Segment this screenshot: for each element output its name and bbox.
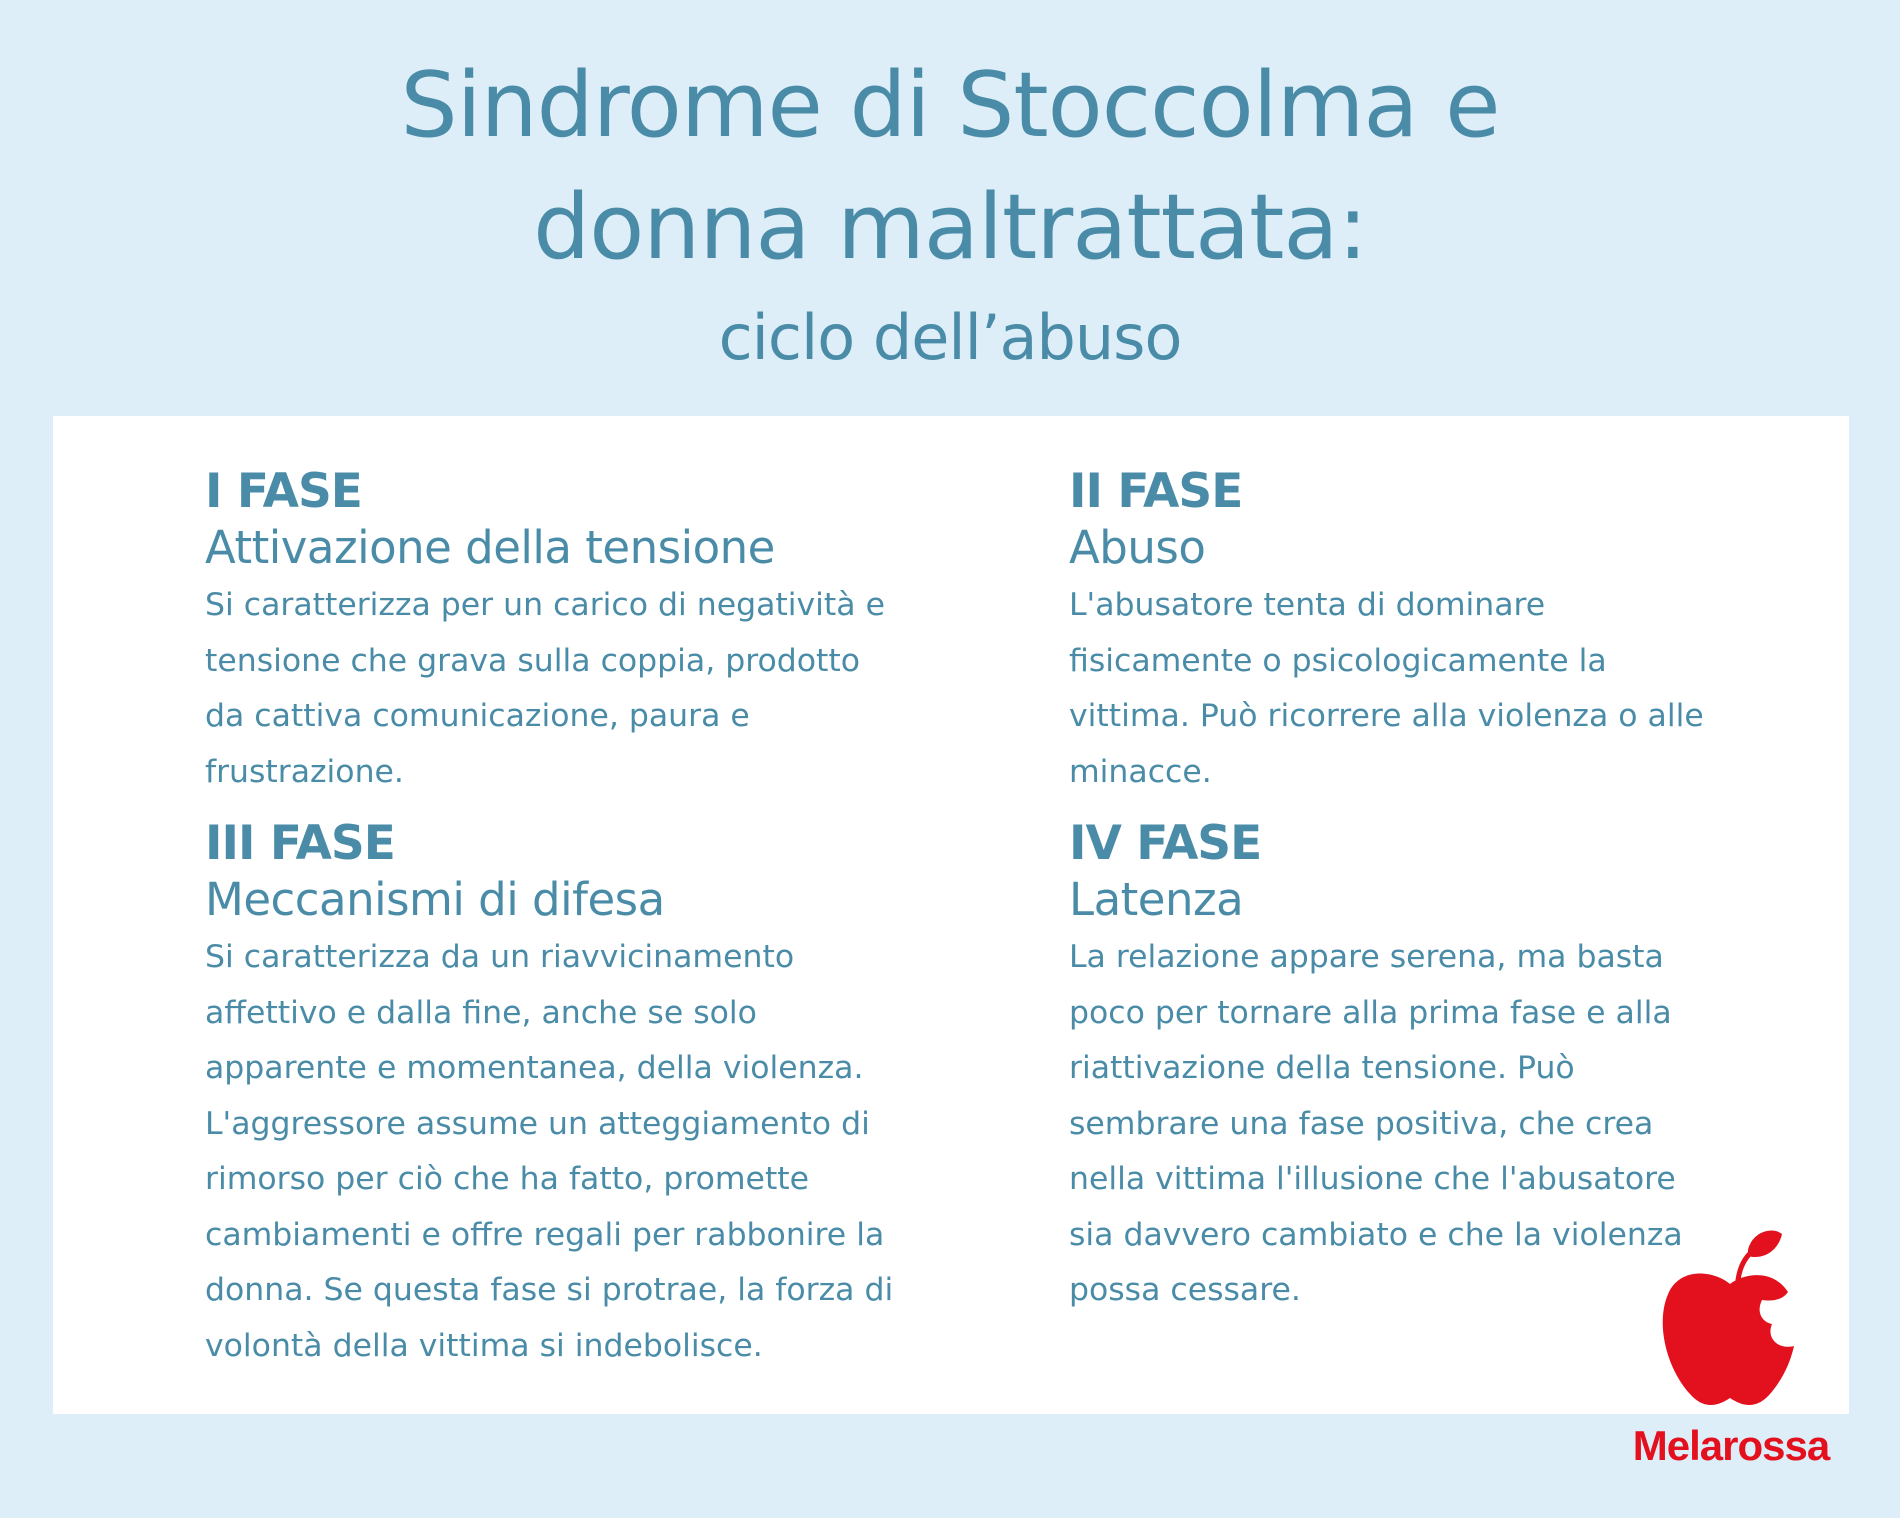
phase-description: La relazione appare serena, ma basta poco per tornare alla prima fase e alla riattivazione della tensione. Può sembrare una fase positiva, che crea nella vittima l'illusione che l'abusatore sia davvero cambiato e che la violenza possa cessare.	[1069, 939, 1683, 1308]
brand-name: Melarossa	[1632, 1422, 1830, 1469]
phases-card	[53, 416, 1849, 1414]
phase-name: Attivazione della tensione	[205, 521, 775, 574]
phase-1	[205, 464, 945, 800]
phase-description: Si caratterizza da un riavvicinamento affettivo e dalla fine, anche se solo apparente e momentanea, della violenza. L'aggressore assume un atteggiamento di rimorso per ciò che ha fatto, promette cambiamenti e offre regali per rabbonire la donna. Se questa fase si protrae, la forza di volontà della vittima si indebolisce.	[205, 939, 894, 1364]
page-title-line-1: Sindrome di Stoccolma e	[400, 53, 1500, 158]
page-title-line-2: donna maltrattata:	[533, 175, 1367, 280]
apple-icon	[1660, 1228, 1800, 1412]
phase-label: III FASE	[205, 816, 395, 871]
phase-description: Si caratterizza per un carico di negatività e tensione che grava sulla coppia, prodotto da cattiva comunicazione, paura e frustrazione.	[205, 587, 885, 790]
header	[0, 45, 1900, 381]
phase-label: I FASE	[205, 464, 362, 519]
phase-label: IV FASE	[1069, 816, 1262, 871]
page-subtitle: ciclo dell’abuso	[718, 301, 1182, 374]
phase-name: Abuso	[1069, 521, 1206, 574]
melarossa-logo	[1616, 1228, 1846, 1468]
phase-3	[205, 816, 945, 1374]
phase-name: Meccanismi di difesa	[205, 873, 665, 926]
phase-name: Latenza	[1069, 873, 1244, 926]
phase-label: II FASE	[1069, 464, 1243, 519]
phase-2	[1069, 464, 1809, 800]
phase-description: L'abusatore tenta di dominare fisicamente o psicologicamente la vittima. Può ricorrere alla violenza o alle minacce.	[1069, 587, 1704, 790]
